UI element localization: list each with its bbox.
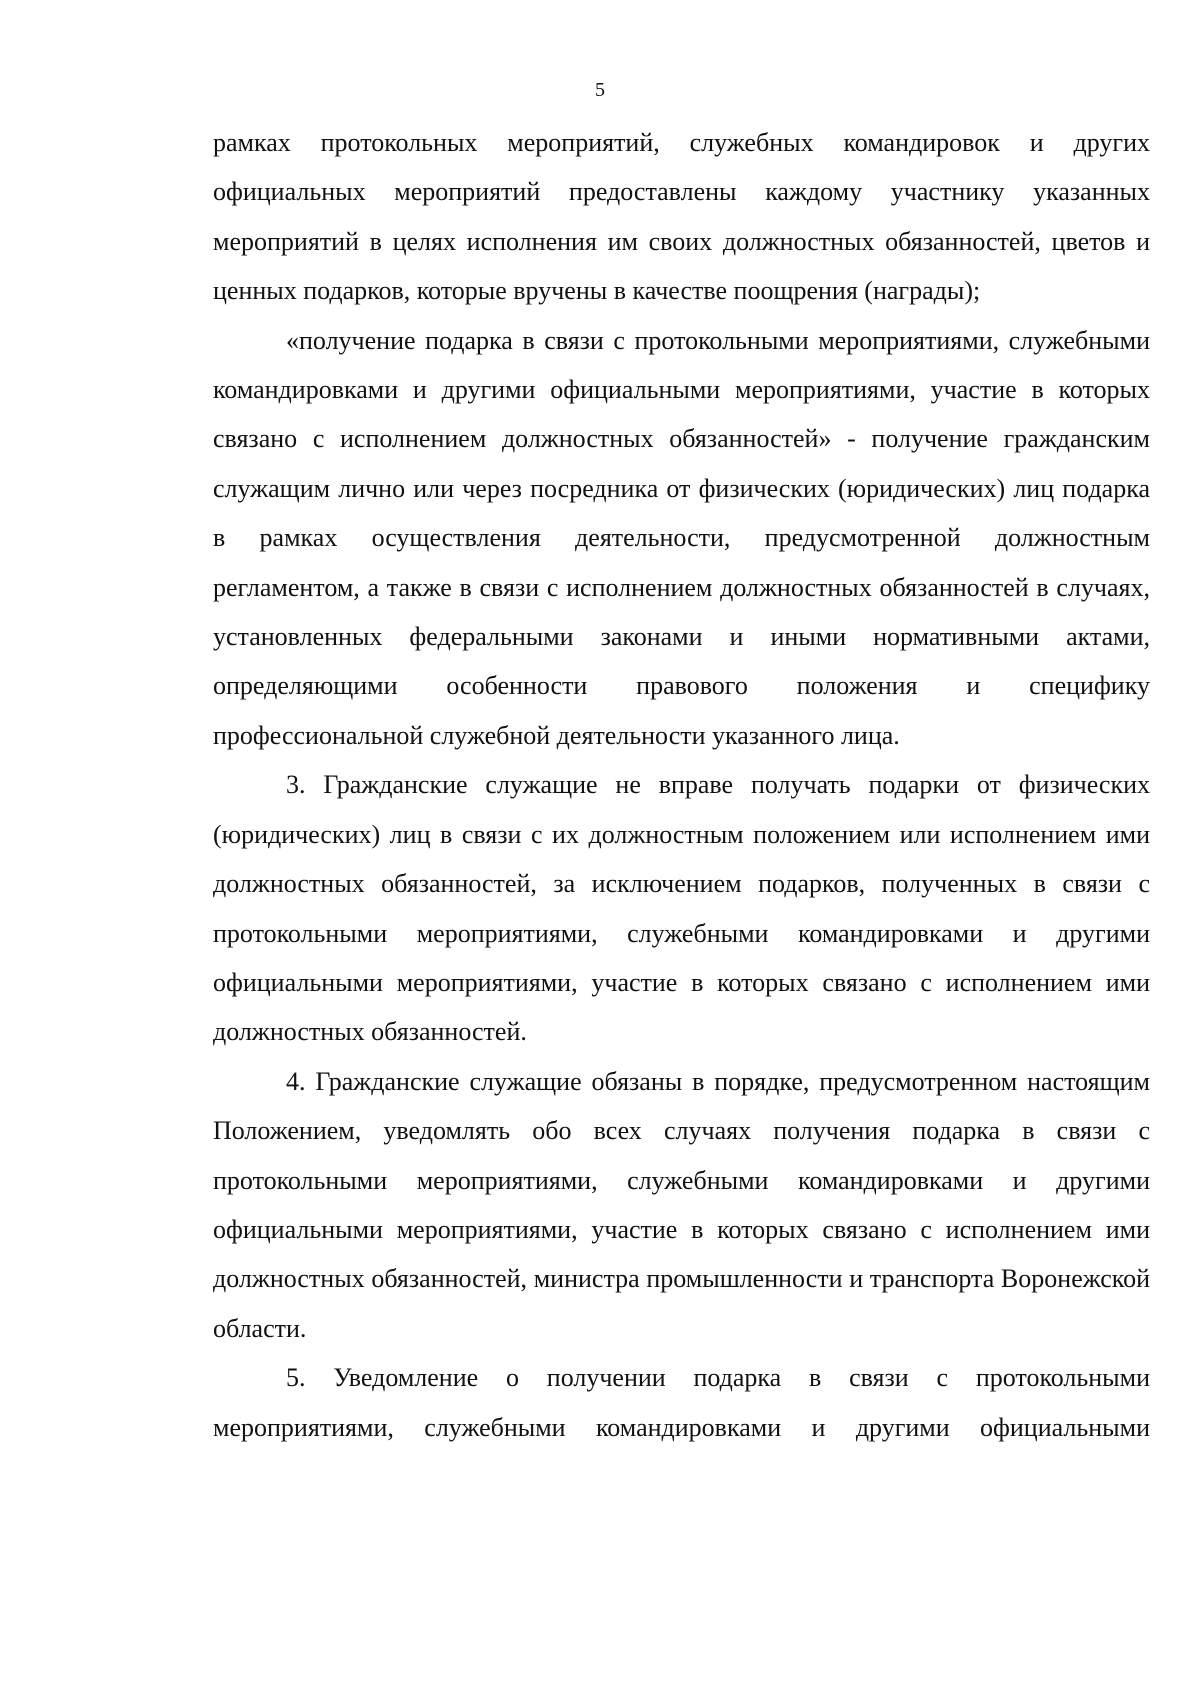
paragraph-item-5: 5. Уведомление о получении подарка в связи с протокольными мероприятиями, служебными командировками и другими официальными: [213, 1363, 1150, 1442]
paragraph-item-3: 3. Гражданские служащие не вправе получать подарки от физических (юридических) лиц в связи с их должностным положением или исполнением ими должностных обязанностей, за исключением подарков, полученных в связи с протокольными мероприятиями, служебными командировками и другими официальными мероприятиями, участие в которых связано с исполнением ими должностных обязанностей.: [213, 770, 1150, 1047]
document-body: [213, 118, 1150, 1452]
paragraph-item-4: 4. Гражданские служащие обязаны в порядке, предусмотренном настоящим Положением, уведомлять обо всех случаях получения подарка в связи с протокольными мероприятиями, служебными командировками и другими официальными мероприятиями, участие в которых связано с исполнением ими должностных обязанностей, министра промышленности и транспорта Воронежской области.: [213, 1066, 1150, 1343]
paragraph-continuation: рамках протокольных мероприятий, служебных командировок и других официальных мероприятий предоставлены каждому участнику указанных мероприятий в целях исполнения им своих должностных обязанностей, цветов и ценных подарков, которые вручены в качестве поощрения (награды);: [213, 128, 1150, 306]
page-number: 5: [595, 79, 605, 101]
paragraph-definition: «получение подарка в связи с протокольными мероприятиями, служебными командировками и другими официальными мероприятиями, участие в которых связано с исполнением должностных обязанностей» - получение гражданским служащим лично или через посредника от физических (юридических) лиц подарка в рамках осуществления деятельности, предусмотренной должностным регламентом, а также в связи с исполнением должностных обязанностей в случаях, установленных федеральными законами и иными нормативными актами, определяющими особенности правового положения и специфику профессиональной служебной деятельности указанного лица.: [213, 325, 1150, 750]
